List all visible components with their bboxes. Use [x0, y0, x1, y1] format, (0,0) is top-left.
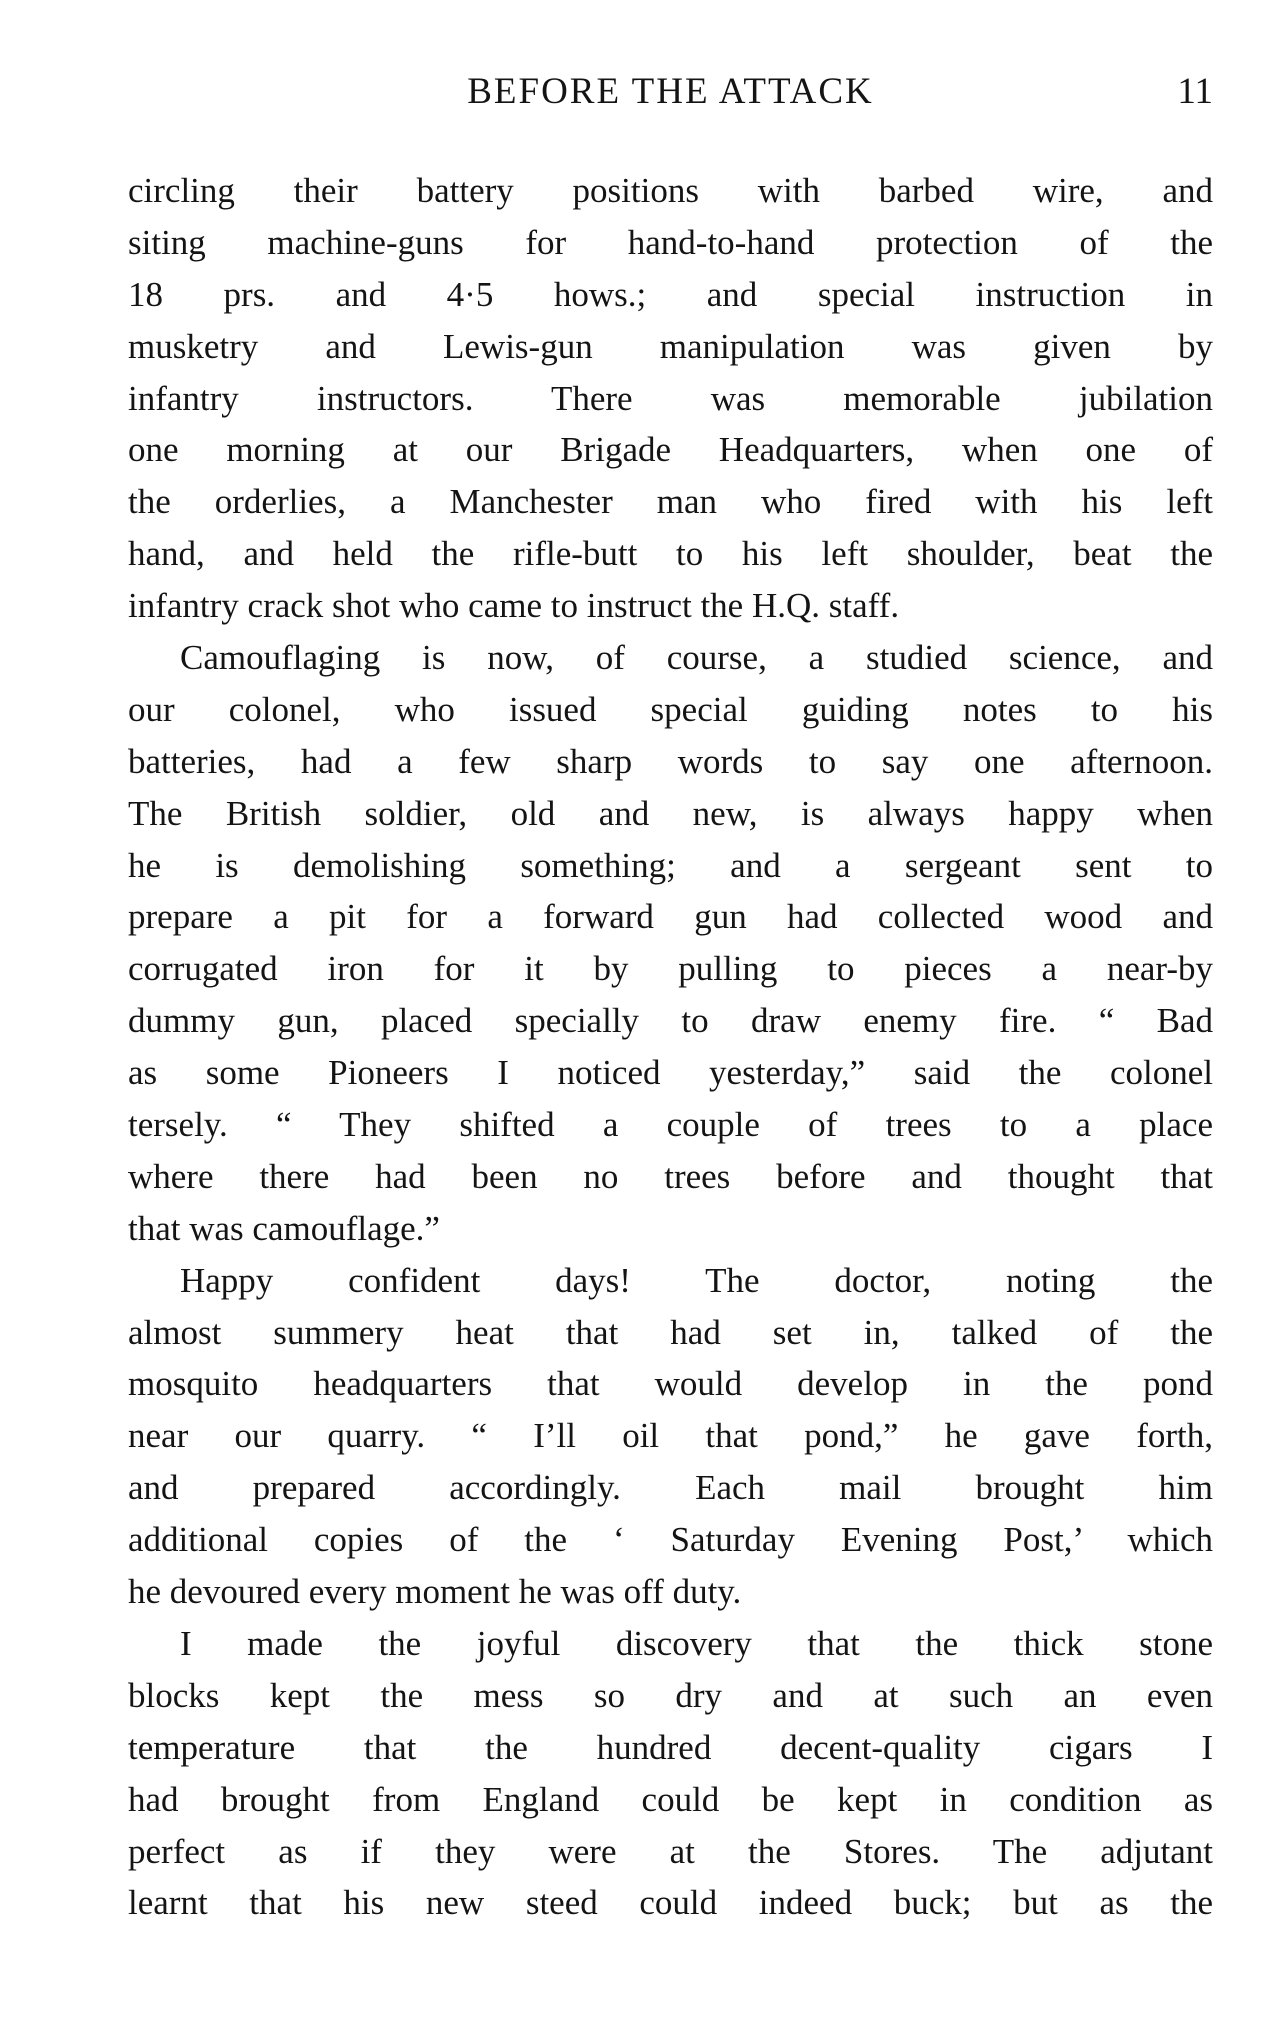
text-line: temperature that the hundred decent-quality cigars I — [128, 1727, 1213, 1767]
text-line: almost summery heat that had set in, talked of the — [128, 1312, 1213, 1352]
page-number: 11 — [1177, 71, 1213, 112]
text-line: siting machine-guns for hand-to-hand protection of the — [128, 222, 1213, 262]
text-line: as some Pioneers I noticed yesterday,” said the colonel — [128, 1053, 1213, 1093]
paragraph-start-line: Camouflaging is now, of course, a studied science, and — [180, 638, 1213, 678]
running-title: BEFORE THE ATTACK — [467, 71, 874, 112]
text-line: infantry instructors. There was memorable jubilation — [128, 378, 1213, 418]
text-line: that was camouflage.” — [128, 1208, 440, 1248]
text-line: the orderlies, a Manchester man who fired with his left — [128, 482, 1213, 522]
text-line: batteries, had a few sharp words to say one afternoon. — [128, 741, 1213, 781]
text-line: had brought from England could be kept in condition as — [128, 1779, 1213, 1819]
text-line: The British soldier, old and new, is always happy when — [128, 793, 1213, 833]
text-line: he is demolishing something; and a sergeant sent to — [128, 845, 1213, 885]
text-line: corrugated iron for it by pulling to pieces a near-by — [128, 949, 1213, 989]
text-line: he devoured every moment he was off duty. — [128, 1572, 742, 1612]
text-line: our colonel, who issued special guiding notes to his — [128, 689, 1213, 729]
text-line: circling their battery positions with barbed wire, and — [128, 171, 1213, 210]
text-line: infantry crack shot who came to instruct the H.Q. staff. — [128, 586, 900, 626]
running-head — [128, 70, 1213, 116]
paragraph-start-line: I made the joyful discovery that the thick stone — [180, 1623, 1213, 1663]
text-line: 18 prs. and 4·5 hows.; and special instruction in — [128, 274, 1213, 314]
body-text — [128, 165, 1213, 1929]
text-line: prepare a pit for a forward gun had collected wood and — [128, 897, 1213, 937]
text-line: near our quarry. “ I’ll oil that pond,” he gave forth, — [128, 1416, 1213, 1456]
text-line: learnt that his new steed could indeed buck; but as the — [128, 1883, 1213, 1923]
text-line: tersely. “ They shifted a couple of trees to a place — [128, 1105, 1213, 1145]
text-line: perfect as if they were at the Stores. The adjutant — [128, 1831, 1213, 1871]
text-line: blocks kept the mess so dry and at such an even — [128, 1675, 1213, 1715]
text-line: where there had been no trees before and thought that — [128, 1156, 1213, 1196]
text-line: dummy gun, placed specially to draw enemy fire. “ Bad — [128, 1001, 1213, 1041]
text-line: musketry and Lewis-gun manipulation was given by — [128, 326, 1213, 366]
text-line: additional copies of the ‘ Saturday Evening Post,’ which — [128, 1520, 1213, 1560]
paragraph-start-line: Happy confident days! The doctor, noting the — [180, 1260, 1213, 1300]
text-line: mosquito headquarters that would develop in the pond — [128, 1364, 1213, 1404]
text-line: hand, and held the rifle-butt to his left shoulder, beat the — [128, 534, 1213, 574]
text-line: and prepared accordingly. Each mail brought him — [128, 1468, 1213, 1508]
text-line: one morning at our Brigade Headquarters, when one of — [128, 430, 1213, 470]
